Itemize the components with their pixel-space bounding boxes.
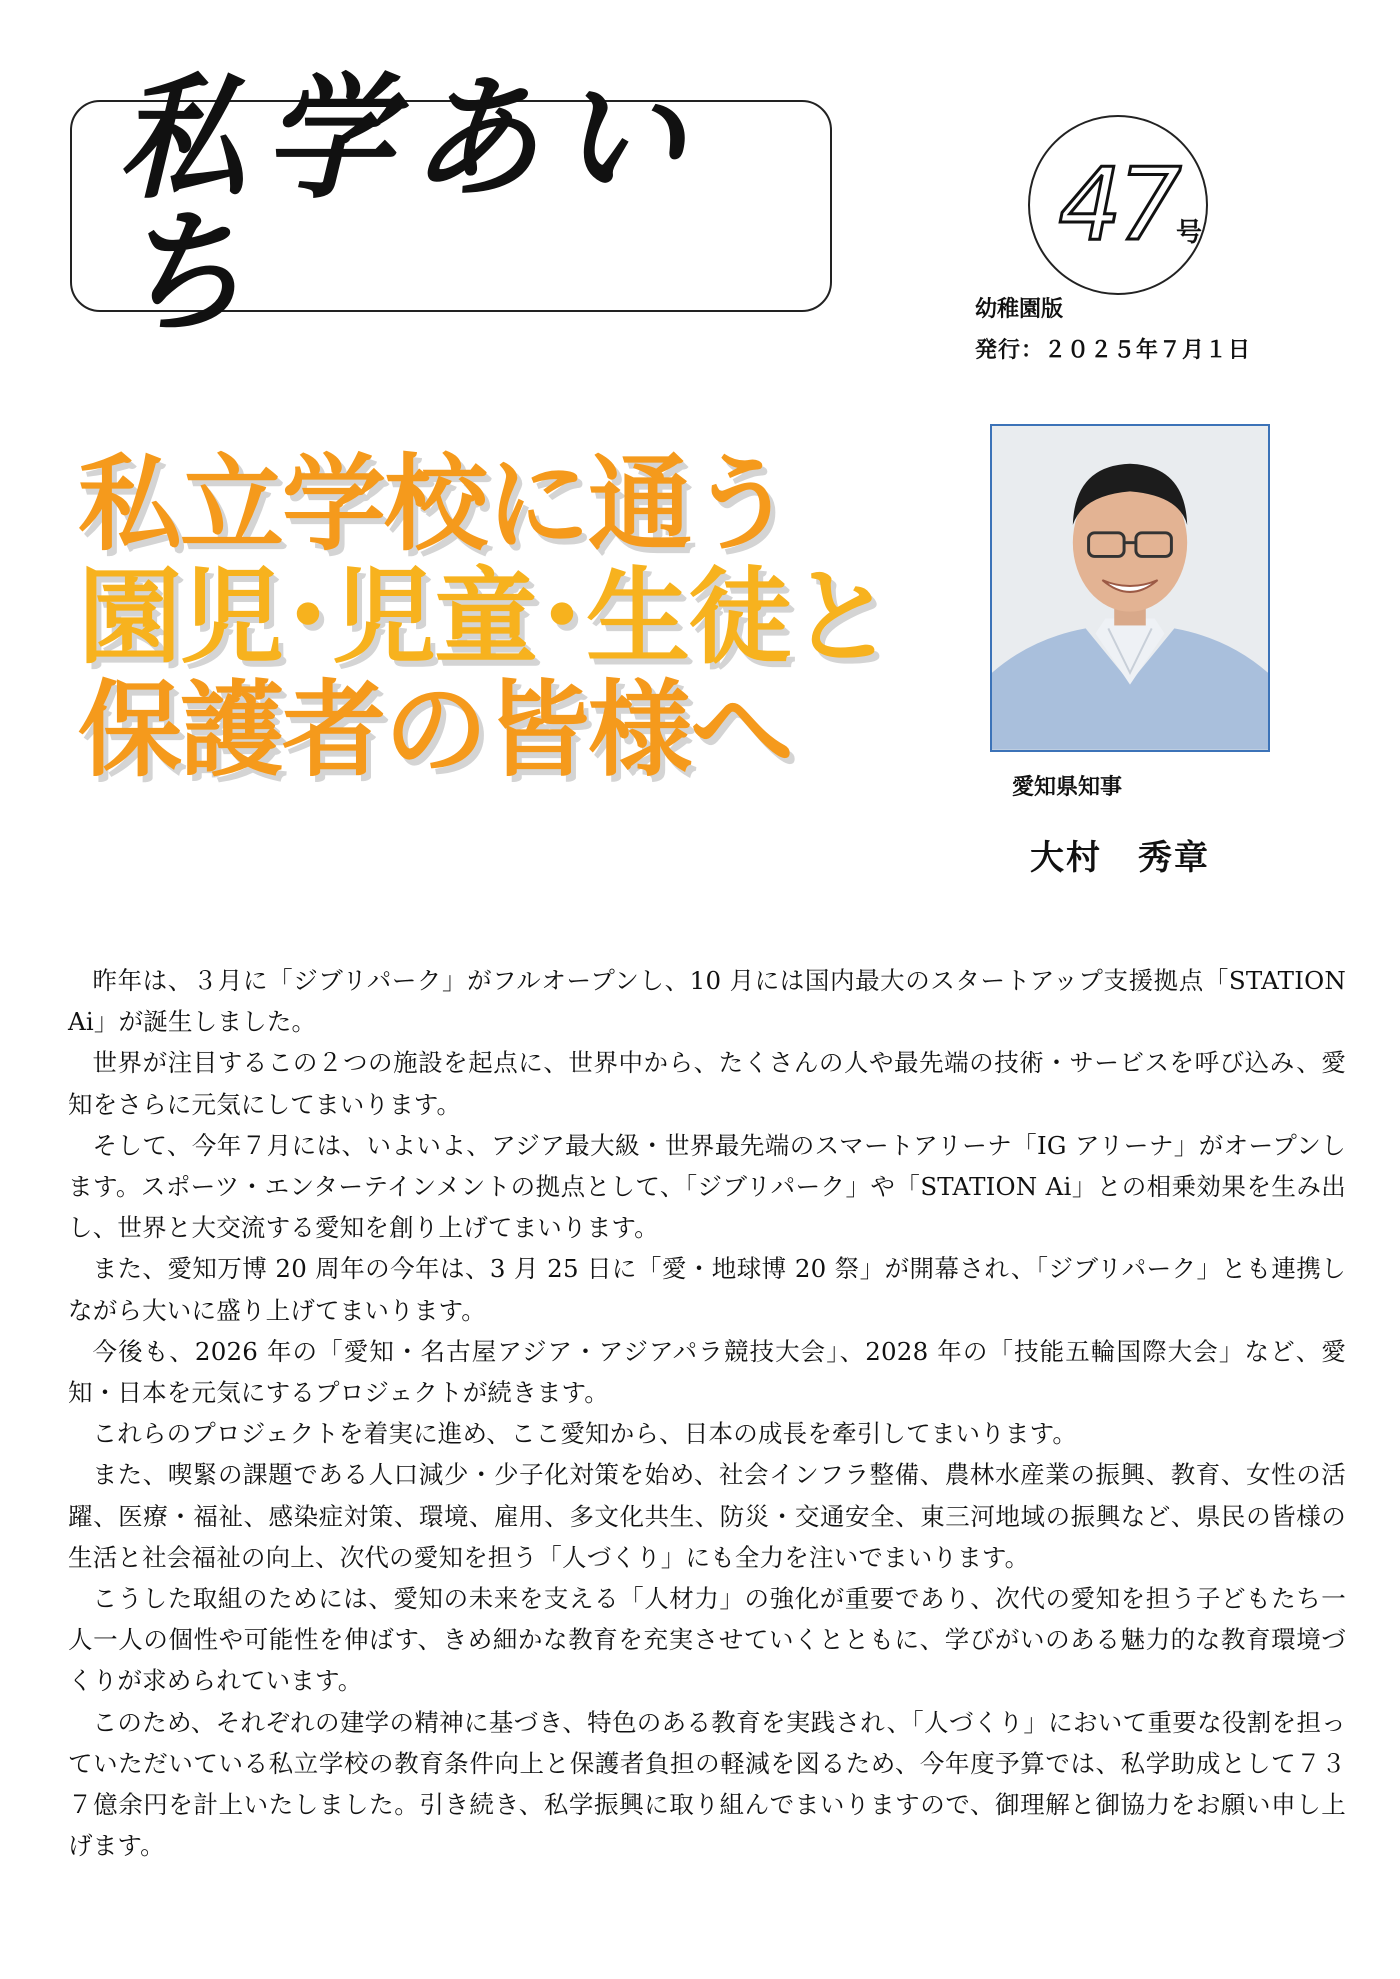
paragraph: また、愛知万博 20 周年の今年は、3 月 25 日に「愛・地球博 20 祭」が開幕され、「ジブリパーク」とも連携しながら大いに盛り上げてまいります。 xyxy=(68,1254,1346,1325)
paragraph: 昨年は、３月に「ジブリパーク」がフルオープンし、10 月には国内最大のスタートアップ支援拠点「STATION Ai」が誕生しました。 xyxy=(68,966,1346,1037)
paragraph: また、喫緊の課題である人口減少・少子化対策を始め、社会インフラ整備、農林水産業の振興、教育、女性の活躍、医療・福祉、感染症対策、環境、雇用、多文化共生、防災・交通安全、東三河地域の振興など、県民の皆様の生活と社会福祉の向上、次代の愛知を担う「人づくり」にも全力を注いでまいります。 xyxy=(68,1460,1346,1572)
headline-line-1: 私立学校に通う xyxy=(78,443,793,565)
issue-unit: 号 xyxy=(1176,218,1203,248)
portrait-illustration xyxy=(992,426,1268,750)
headline xyxy=(78,443,893,791)
issue-badge xyxy=(1028,115,1208,295)
headline-line-2: 園児･児童･生徒と xyxy=(78,556,893,678)
issue-date: 発行：２０２５年７月１日 xyxy=(975,338,1252,363)
masthead-box xyxy=(70,60,832,352)
governor-title: 愛知県知事 xyxy=(1012,775,1123,800)
paragraph: これらのプロジェクトを着実に進め、ここ愛知から、日本の成長を牽引してまいります。 xyxy=(92,1419,1078,1449)
paragraph: 世界が注目するこの２つの施設を起点に、世界中から、たくさんの人や最先端の技術・サービスを呼び込み、愛知をさらに元気にしてまいります。 xyxy=(68,1048,1346,1119)
message-body xyxy=(68,960,1346,1866)
headline-line-3: 保護者の皆様へ xyxy=(78,669,793,791)
issue-number: 47 xyxy=(1058,146,1178,263)
paragraph: 今後も、2026 年の「愛知・名古屋アジア・アジアパラ競技大会」、2028 年の「技能五輪国際大会」など、愛知・日本を元気にするプロジェクトが続きます。 xyxy=(68,1336,1346,1408)
edition-label: 幼稚園版 xyxy=(975,297,1064,322)
governor-name: 大村 秀章 xyxy=(1030,838,1210,878)
governor-portrait xyxy=(990,424,1270,752)
paragraph: このため、それぞれの建学の精神に基づき、特色のある教育を実践され、「人づくり」において重要な役割を担っていただいている私立学校の教育条件向上と保護者負担の軽減を図るため、今年度予算では、私学助成として７３７億余円を計上いたしました。引き続き、私学振興に取り組んでまいりますので、御理解と御協力をお願い申し上げます。 xyxy=(68,1707,1346,1861)
paragraph: そして、今年７月には、いよいよ、アジア最大級・世界最先端のスマートアリーナ「IG アリーナ」がオープンします。スポーツ・エンターテインメントの拠点として、「ジブリパーク」や「STATION Ai」との相乗効果を生み出し、世界と大交流する愛知を創り上げてまいります。 xyxy=(68,1130,1346,1243)
masthead-title: 私学あいち xyxy=(118,60,703,352)
paragraph: こうした取組のためには、愛知の未来を支える「人材力」の強化が重要であり、次代の愛知を担う子どもたち一人一人の個性や可能性を伸ばす、きめ細かな教育を充実させていくとともに、学びがいのある魅力的な教育環境づくりが求められています。 xyxy=(68,1584,1347,1696)
